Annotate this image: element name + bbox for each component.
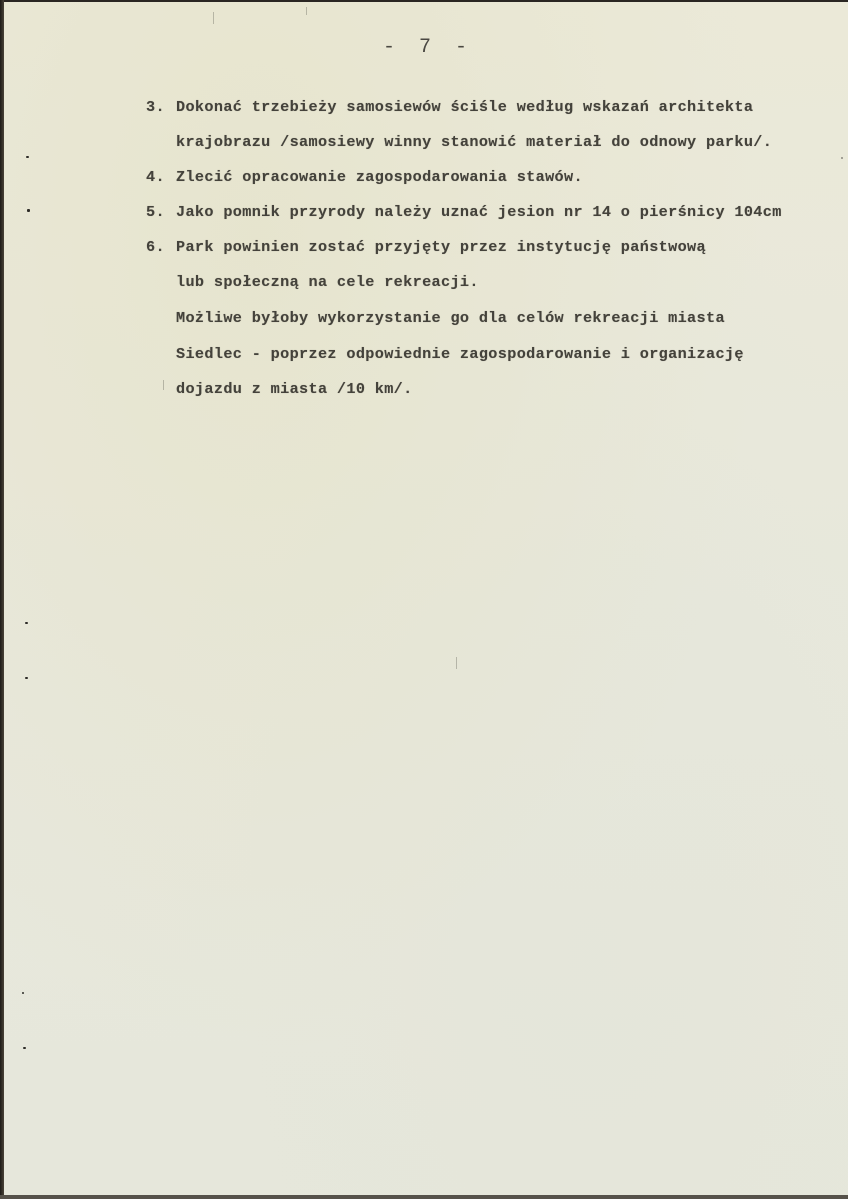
item-text: Park powinien zostać przyjęty przez instytucję państwową bbox=[176, 238, 706, 256]
scan-border-bottom bbox=[0, 1195, 848, 1199]
list-item-6-line-5: dojazdu z miasta /10 km/. bbox=[176, 380, 413, 398]
paper-mark bbox=[213, 12, 214, 24]
page-number: - 7 - bbox=[383, 36, 474, 59]
list-item-6-line-4: Siedlec - poprzez odpowiednie zagospodarowanie i organizację bbox=[176, 345, 744, 363]
paper-mark bbox=[456, 657, 457, 669]
item-number: 5. bbox=[146, 203, 165, 221]
item-number: 3. bbox=[146, 98, 165, 116]
item-text: Zlecić opracowanie zagospodarowania stawów. bbox=[176, 168, 583, 186]
margin-speck bbox=[22, 992, 24, 994]
margin-speck bbox=[26, 156, 29, 158]
margin-speck bbox=[25, 622, 28, 624]
item-text: Dokonać trzebieży samosiewów ściśle według wskazań architekta bbox=[176, 98, 754, 116]
list-item-4-line-1 bbox=[146, 168, 583, 186]
list-item-5-line-1 bbox=[146, 203, 782, 221]
scan-border-left bbox=[0, 0, 4, 1199]
margin-speck bbox=[25, 677, 28, 679]
list-item-3-line-1 bbox=[146, 98, 753, 116]
list-item-3-line-2: krajobrazu /samosiewy winny stanowić materiał do odnowy parku/. bbox=[176, 133, 773, 151]
paper-mark bbox=[306, 7, 307, 15]
item-number: 6. bbox=[146, 238, 165, 256]
paper-mark bbox=[163, 380, 164, 390]
list-item-6-line-3: Możliwe byłoby wykorzystanie go dla celów rekreacji miasta bbox=[176, 309, 725, 327]
list-item-6-line-1 bbox=[146, 238, 706, 256]
margin-speck bbox=[27, 209, 30, 212]
list-item-6-line-2: lub społeczną na cele rekreacji. bbox=[176, 273, 479, 291]
margin-speck bbox=[23, 1047, 26, 1049]
item-number: 4. bbox=[146, 168, 165, 186]
item-text: Jako pomnik przyrody należy uznać jesion nr 14 o pierśnicy 104cm bbox=[176, 203, 782, 221]
document-page bbox=[3, 2, 848, 1196]
margin-speck bbox=[841, 157, 843, 159]
